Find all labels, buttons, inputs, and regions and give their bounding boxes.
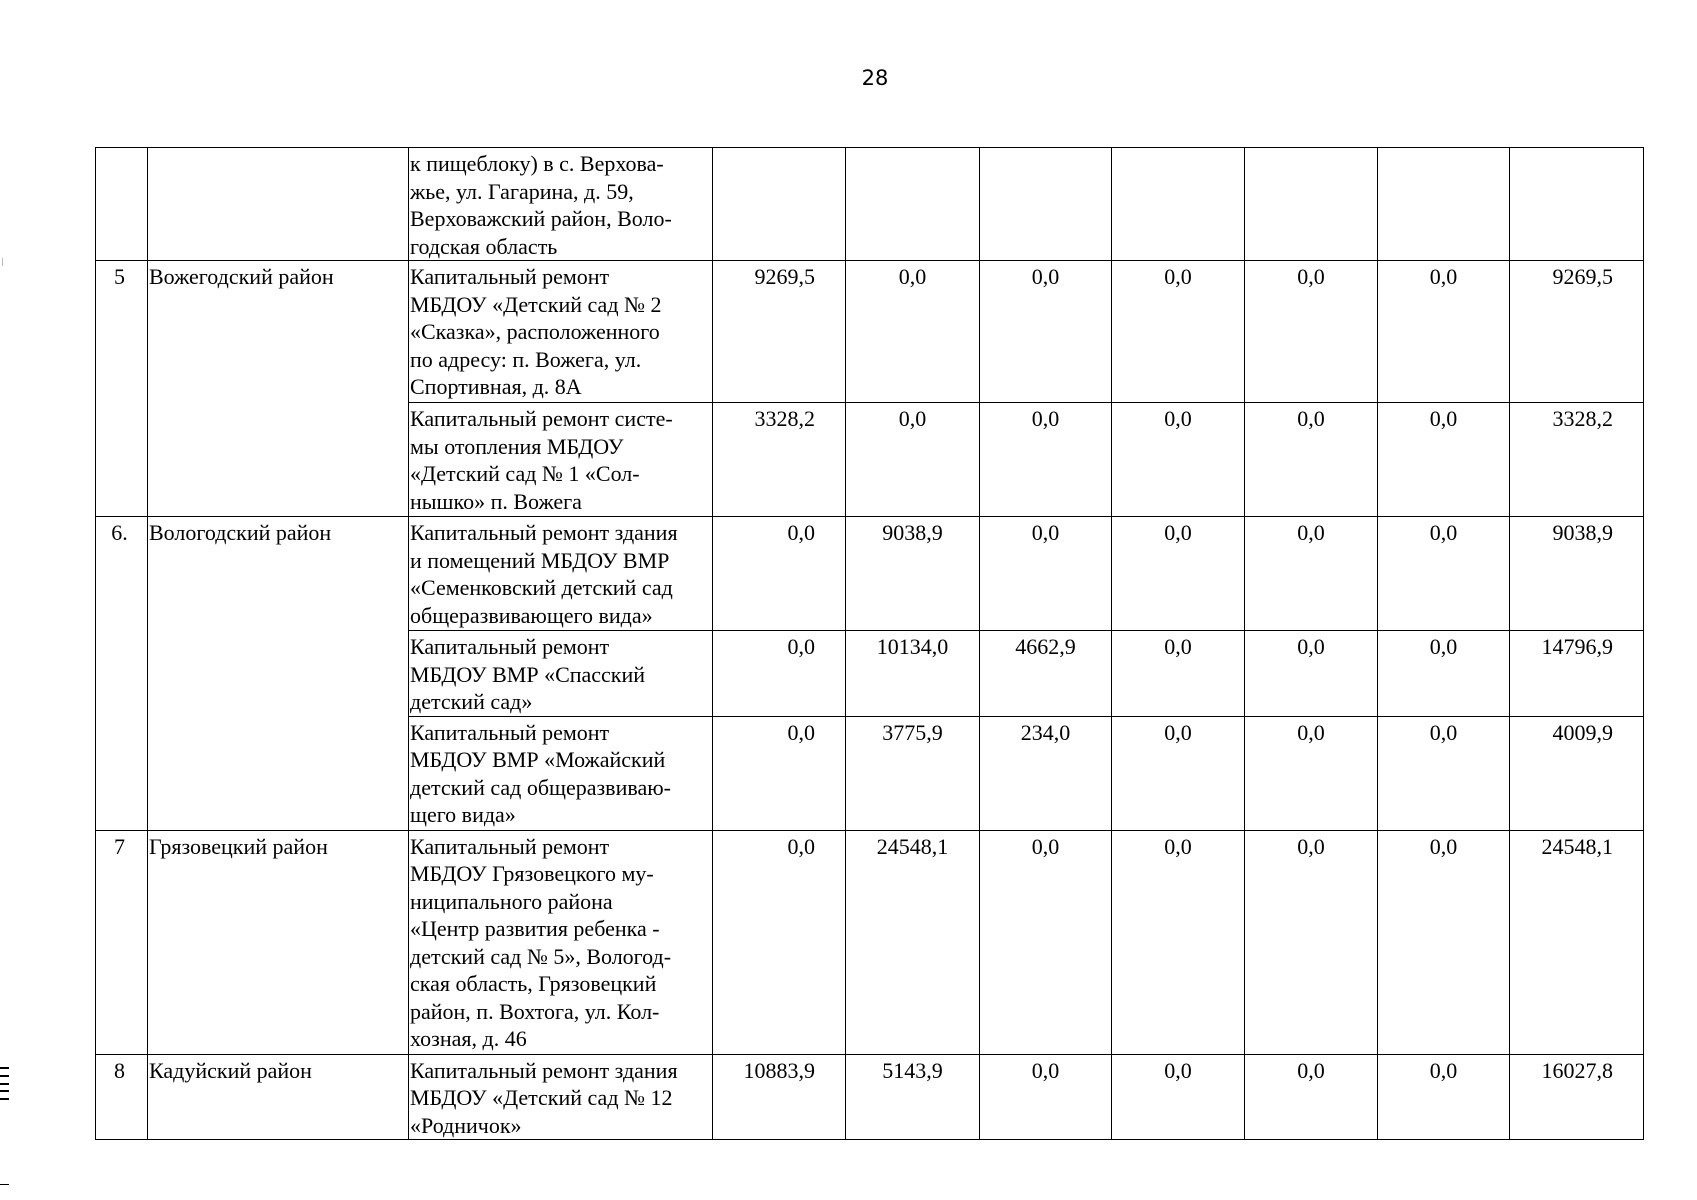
row-number-cell: 7: [96, 830, 148, 1054]
amount-cell: 0,0: [1112, 517, 1245, 631]
amount-cell: 3328,2: [713, 403, 846, 517]
total-cell: 9269,5: [1510, 261, 1644, 403]
amount-cell: 0,0: [1112, 830, 1245, 1054]
object-description-cell: Капитальный ремонт МБДОУ «Детский сад № 2 «Сказка», расположенного по адресу: п. Вожега, ул. Спортивная, д. 8А: [409, 261, 713, 403]
table-row: [96, 148, 1644, 261]
table-row: [96, 1054, 1644, 1140]
object-description-cell: Капитальный ремонт МБДОУ Грязовецкого му- ниципального района «Центр развития ребенка - детский сад № 5», Вологод- ская область, Грязовецкий район, п. Вохтога, ул. Кол- хозная, д. 46: [409, 830, 713, 1054]
amount-cell: 0,0: [1245, 716, 1378, 830]
amount-cell: 9038,9: [846, 517, 980, 631]
amount-cell: 0,0: [980, 261, 1112, 403]
total-cell: 9038,9: [1510, 517, 1644, 631]
margin-mark: [0, 1098, 9, 1100]
object-description-cell: Капитальный ремонт здания и помещений МБДОУ ВМР «Семенковский детский сад общеразвивающего вида»: [409, 517, 713, 631]
total-cell: 4009,9: [1510, 716, 1644, 830]
budget-table: [95, 147, 1644, 1140]
margin-mark: [0, 1090, 9, 1092]
amount-cell: 10134,0: [846, 631, 980, 717]
table-body: [96, 148, 1644, 1140]
district-cell: [148, 148, 409, 261]
amount-cell: 234,0: [980, 716, 1112, 830]
amount-cell: [1378, 148, 1510, 261]
object-description-cell: Капитальный ремонт систе- мы отопления МБДОУ «Детский сад № 1 «Сол- нышко» п. Вожега: [409, 403, 713, 517]
amount-cell: 0,0: [980, 830, 1112, 1054]
total-cell: 3328,2: [1510, 403, 1644, 517]
total-cell: 24548,1: [1510, 830, 1644, 1054]
margin-mark: [0, 1075, 9, 1077]
amount-cell: 0,0: [846, 261, 980, 403]
table-row: [96, 517, 1644, 631]
margin-mark: [0, 1184, 9, 1185]
amount-cell: [713, 148, 846, 261]
row-number-cell: 6.: [96, 517, 148, 831]
amount-cell: 0,0: [1245, 517, 1378, 631]
total-cell: [1510, 148, 1644, 261]
amount-cell: 0,0: [713, 517, 846, 631]
amount-cell: 0,0: [1112, 261, 1245, 403]
amount-cell: 0,0: [1112, 716, 1245, 830]
amount-cell: 0,0: [846, 403, 980, 517]
amount-cell: 0,0: [980, 1054, 1112, 1140]
amount-cell: 0,0: [1245, 261, 1378, 403]
object-description-cell: к пищеблоку) в с. Верхова- жье, ул. Гагарина, д. 59, Верховажский район, Воло- годская область: [409, 148, 713, 261]
table-row: [96, 261, 1644, 403]
amount-cell: 4662,9: [980, 631, 1112, 717]
district-cell: Кадуйский район: [148, 1054, 409, 1140]
amount-cell: [846, 148, 980, 261]
amount-cell: 0,0: [713, 830, 846, 1054]
amount-cell: 0,0: [1378, 517, 1510, 631]
amount-cell: 0,0: [713, 631, 846, 717]
amount-cell: 0,0: [1378, 1054, 1510, 1140]
amount-cell: 0,0: [1378, 631, 1510, 717]
amount-cell: 0,0: [1245, 830, 1378, 1054]
margin-mark: [0, 1067, 9, 1069]
total-cell: 14796,9: [1510, 631, 1644, 717]
amount-cell: 0,0: [1378, 830, 1510, 1054]
district-cell: Вожегодский район: [148, 261, 409, 517]
amount-cell: 0,0: [1112, 1054, 1245, 1140]
total-cell: 16027,8: [1510, 1054, 1644, 1140]
amount-cell: 0,0: [980, 517, 1112, 631]
amount-cell: 0,0: [1245, 1054, 1378, 1140]
margin-mark: [0, 1083, 9, 1085]
object-description-cell: Капитальный ремонт МБДОУ ВМР «Спасский детский сад»: [409, 631, 713, 717]
amount-cell: 0,0: [1378, 261, 1510, 403]
amount-cell: 0,0: [1112, 403, 1245, 517]
amount-cell: 0,0: [1245, 403, 1378, 517]
amount-cell: 0,0: [1112, 631, 1245, 717]
amount-cell: 24548,1: [846, 830, 980, 1054]
table-row: [96, 830, 1644, 1054]
amount-cell: 9269,5: [713, 261, 846, 403]
amount-cell: 0,0: [1378, 716, 1510, 830]
amount-cell: [1112, 148, 1245, 261]
object-description-cell: Капитальный ремонт здания МБДОУ «Детский сад № 12 «Родничок»: [409, 1054, 713, 1140]
margin-mark: [2, 258, 3, 266]
amount-cell: 5143,9: [846, 1054, 980, 1140]
district-cell: Грязовецкий район: [148, 830, 409, 1054]
amount-cell: 0,0: [980, 403, 1112, 517]
row-number-cell: 5: [96, 261, 148, 517]
district-cell: Вологодский район: [148, 517, 409, 831]
amount-cell: 0,0: [1245, 631, 1378, 717]
amount-cell: [980, 148, 1112, 261]
amount-cell: 10883,9: [713, 1054, 846, 1140]
row-number-cell: [96, 148, 148, 261]
amount-cell: [1245, 148, 1378, 261]
amount-cell: 3775,9: [846, 716, 980, 830]
page-number: 28: [861, 66, 889, 90]
object-description-cell: Капитальный ремонт МБДОУ ВМР «Можайский детский сад общеразвиваю- щего вида»: [409, 716, 713, 830]
amount-cell: 0,0: [713, 716, 846, 830]
row-number-cell: 8: [96, 1054, 148, 1140]
amount-cell: 0,0: [1378, 403, 1510, 517]
